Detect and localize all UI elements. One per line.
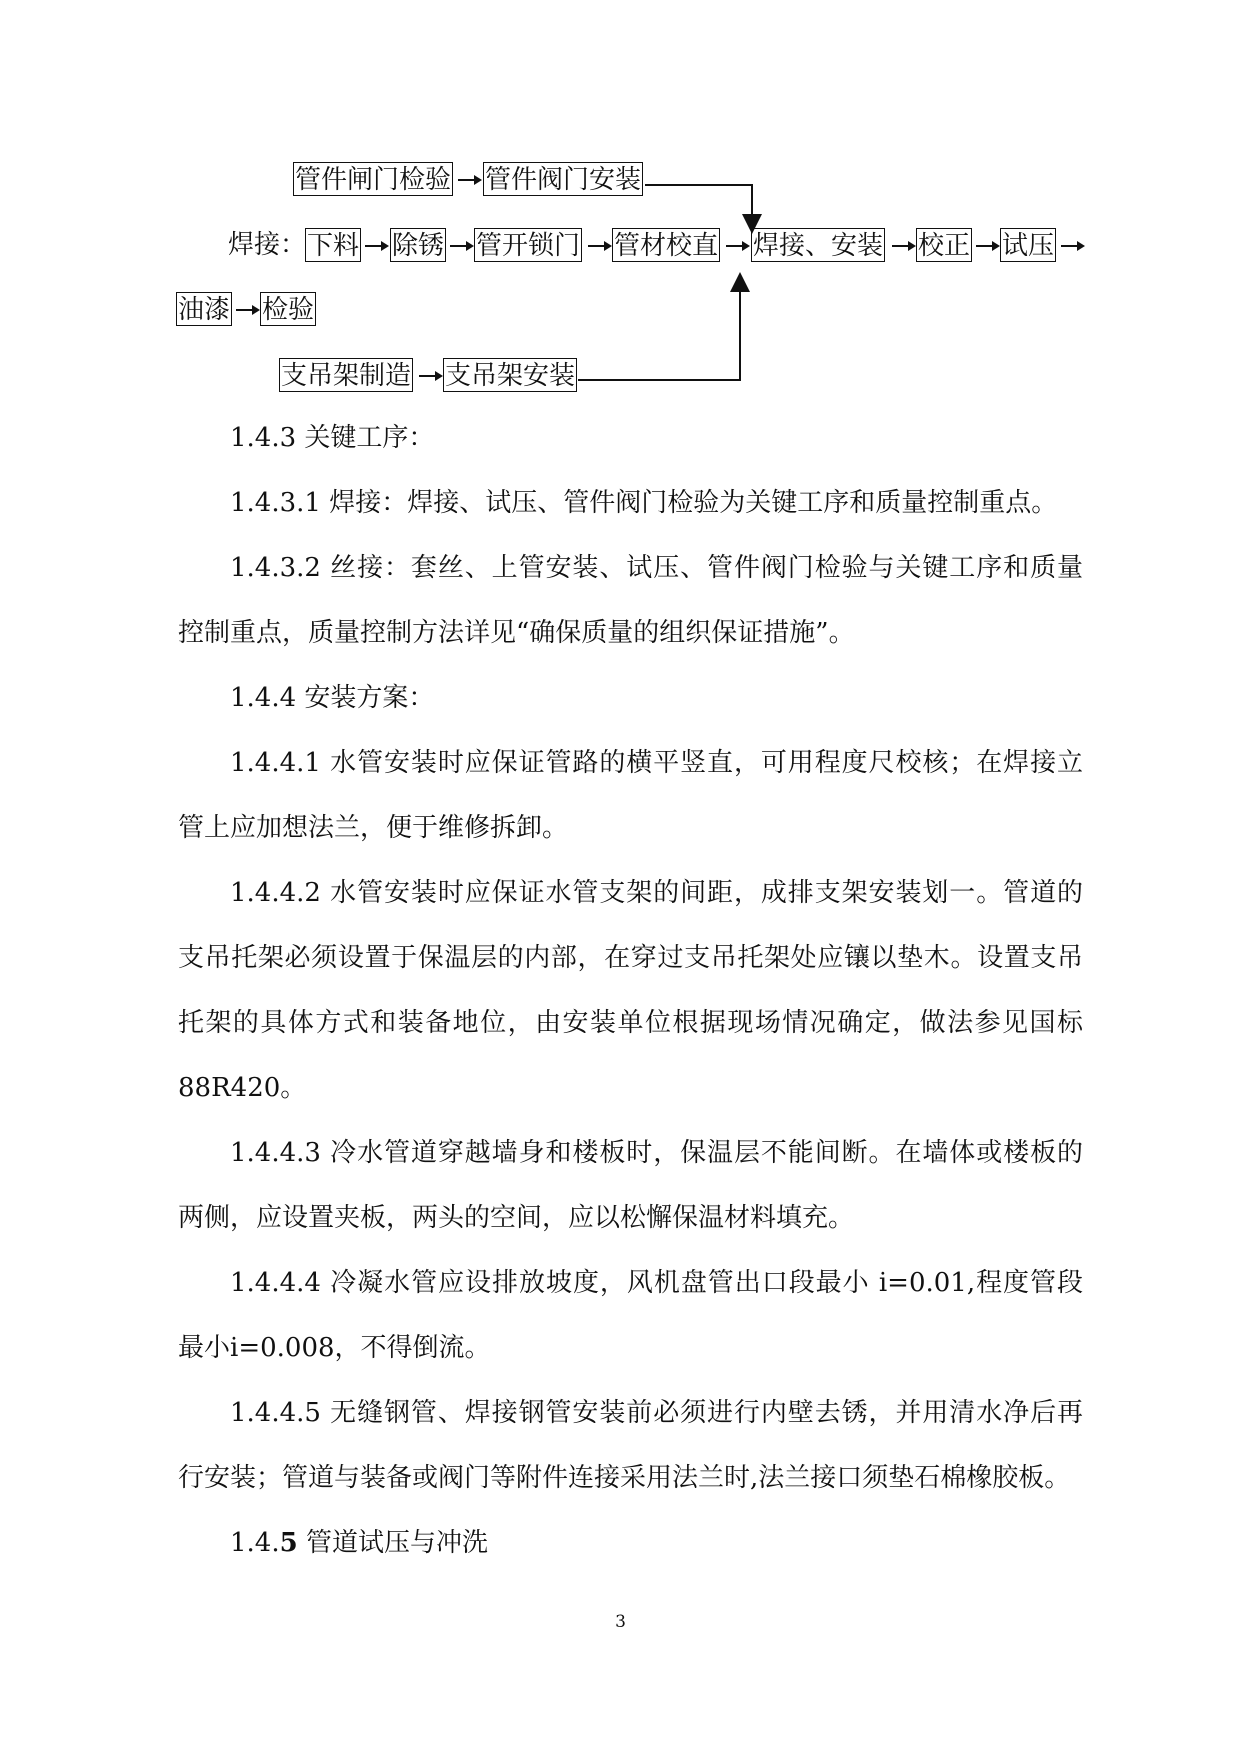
- flow-box-hanger-install: 支吊架安装: [443, 358, 577, 392]
- heading-prefix: 1.4.: [230, 1528, 280, 1558]
- flow-box-straighten: 管材校直: [612, 228, 720, 262]
- arrow-right-icon: [365, 228, 389, 262]
- paragraph-1-4-3-2: 1.4.3.2 丝接：套丝、上管安装、试压、管件阀门检验与关键工序和质量控制重点，质量控制方法详见“确保质量的组织保证措施”。: [178, 553, 1083, 648]
- flow-box-derust: 除锈: [390, 228, 446, 262]
- heading-1-4-3: 1.4.3 关键工序：: [230, 423, 435, 453]
- arrow-right-icon: [976, 228, 1000, 262]
- paragraph-1-4-4-1: 1.4.4.1 水管安装时应保证管路的横平竖直，可用程度尺校核；在焊接立管上应加想法兰，便于维修拆卸。: [178, 748, 1083, 843]
- heading-bold-number: 5: [279, 1528, 298, 1558]
- flow-welding-label: 焊接：: [228, 230, 307, 260]
- flow-box-hanger-make: 支吊架制造: [279, 358, 413, 392]
- heading-text: 管道试压与冲洗: [297, 1528, 488, 1558]
- flow-box-cutting: 下料: [305, 228, 361, 262]
- paragraph-1-4-4-5: 1.4.4.5 无缝钢管、焊接钢管安装前必须进行内壁去锈，并用清水净后再行安装；管道与装备或阀门等附件连接采用法兰时,法兰接口须垫石棉橡胶板。: [178, 1398, 1083, 1493]
- paragraph-1-4-4-2: 1.4.4.2 水管安装时应保证水管支架的间距，成排支架安装划一。管道的支吊托架必须设置于保温层的内部，在穿过支吊托架处应镶以垫木。设置支吊托架的具体方式和装备地位，由安装单位根据现场情况确定，做法参见国标88R420。: [178, 878, 1083, 1103]
- paragraph-1-4-4-4: 1.4.4.4 冷凝水管应设排放坡度，风机盘管出口段最小 i=0.01,程度管段最小i=0.008，不得倒流。: [178, 1268, 1083, 1363]
- paragraph-1-4-3-1: 1.4.3.1 焊接：焊接、试压、管件阀门检验为关键工序和质量控制重点。: [230, 488, 1058, 518]
- process-flowchart: [0, 0, 1241, 400]
- flow-box-valve-install: 管件阀门安装: [483, 162, 643, 196]
- flow-box-weld-install: 焊接、安装: [751, 228, 885, 262]
- heading-1-4-4: 1.4.4 安装方案：: [230, 683, 435, 713]
- flow-box-painting: 油漆: [176, 292, 232, 326]
- arrow-right-icon: [726, 228, 750, 262]
- flow-box-inspection: 检验: [260, 292, 316, 326]
- heading-1-4-5: [178, 1511, 1083, 1576]
- flow-box-correction: 校正: [916, 228, 972, 262]
- flow-connectors: [0, 0, 1241, 400]
- arrow-right-icon: [419, 358, 443, 392]
- arrow-right-icon: [450, 228, 474, 262]
- paragraph-1-4-4-3: 1.4.4.3 冷水管道穿越墙身和楼板时，保温层不能间断。在墙体或楼板的两侧，应设置夹板，两头的空间，应以松懈保温材料填充。: [178, 1138, 1083, 1233]
- arrow-right-icon: [236, 292, 260, 326]
- arrow-right-icon: [1061, 228, 1085, 262]
- page-number: 3: [615, 1612, 626, 1632]
- arrow-right-icon: [458, 162, 482, 196]
- flow-box-pipe-opening: 管开锁门: [474, 228, 582, 262]
- arrow-right-icon: [588, 228, 612, 262]
- arrow-right-icon: [892, 228, 916, 262]
- flow-box-pressure-test: 试压: [1000, 228, 1056, 262]
- flow-box-fitting-inspection: 管件闸门检验: [293, 162, 453, 196]
